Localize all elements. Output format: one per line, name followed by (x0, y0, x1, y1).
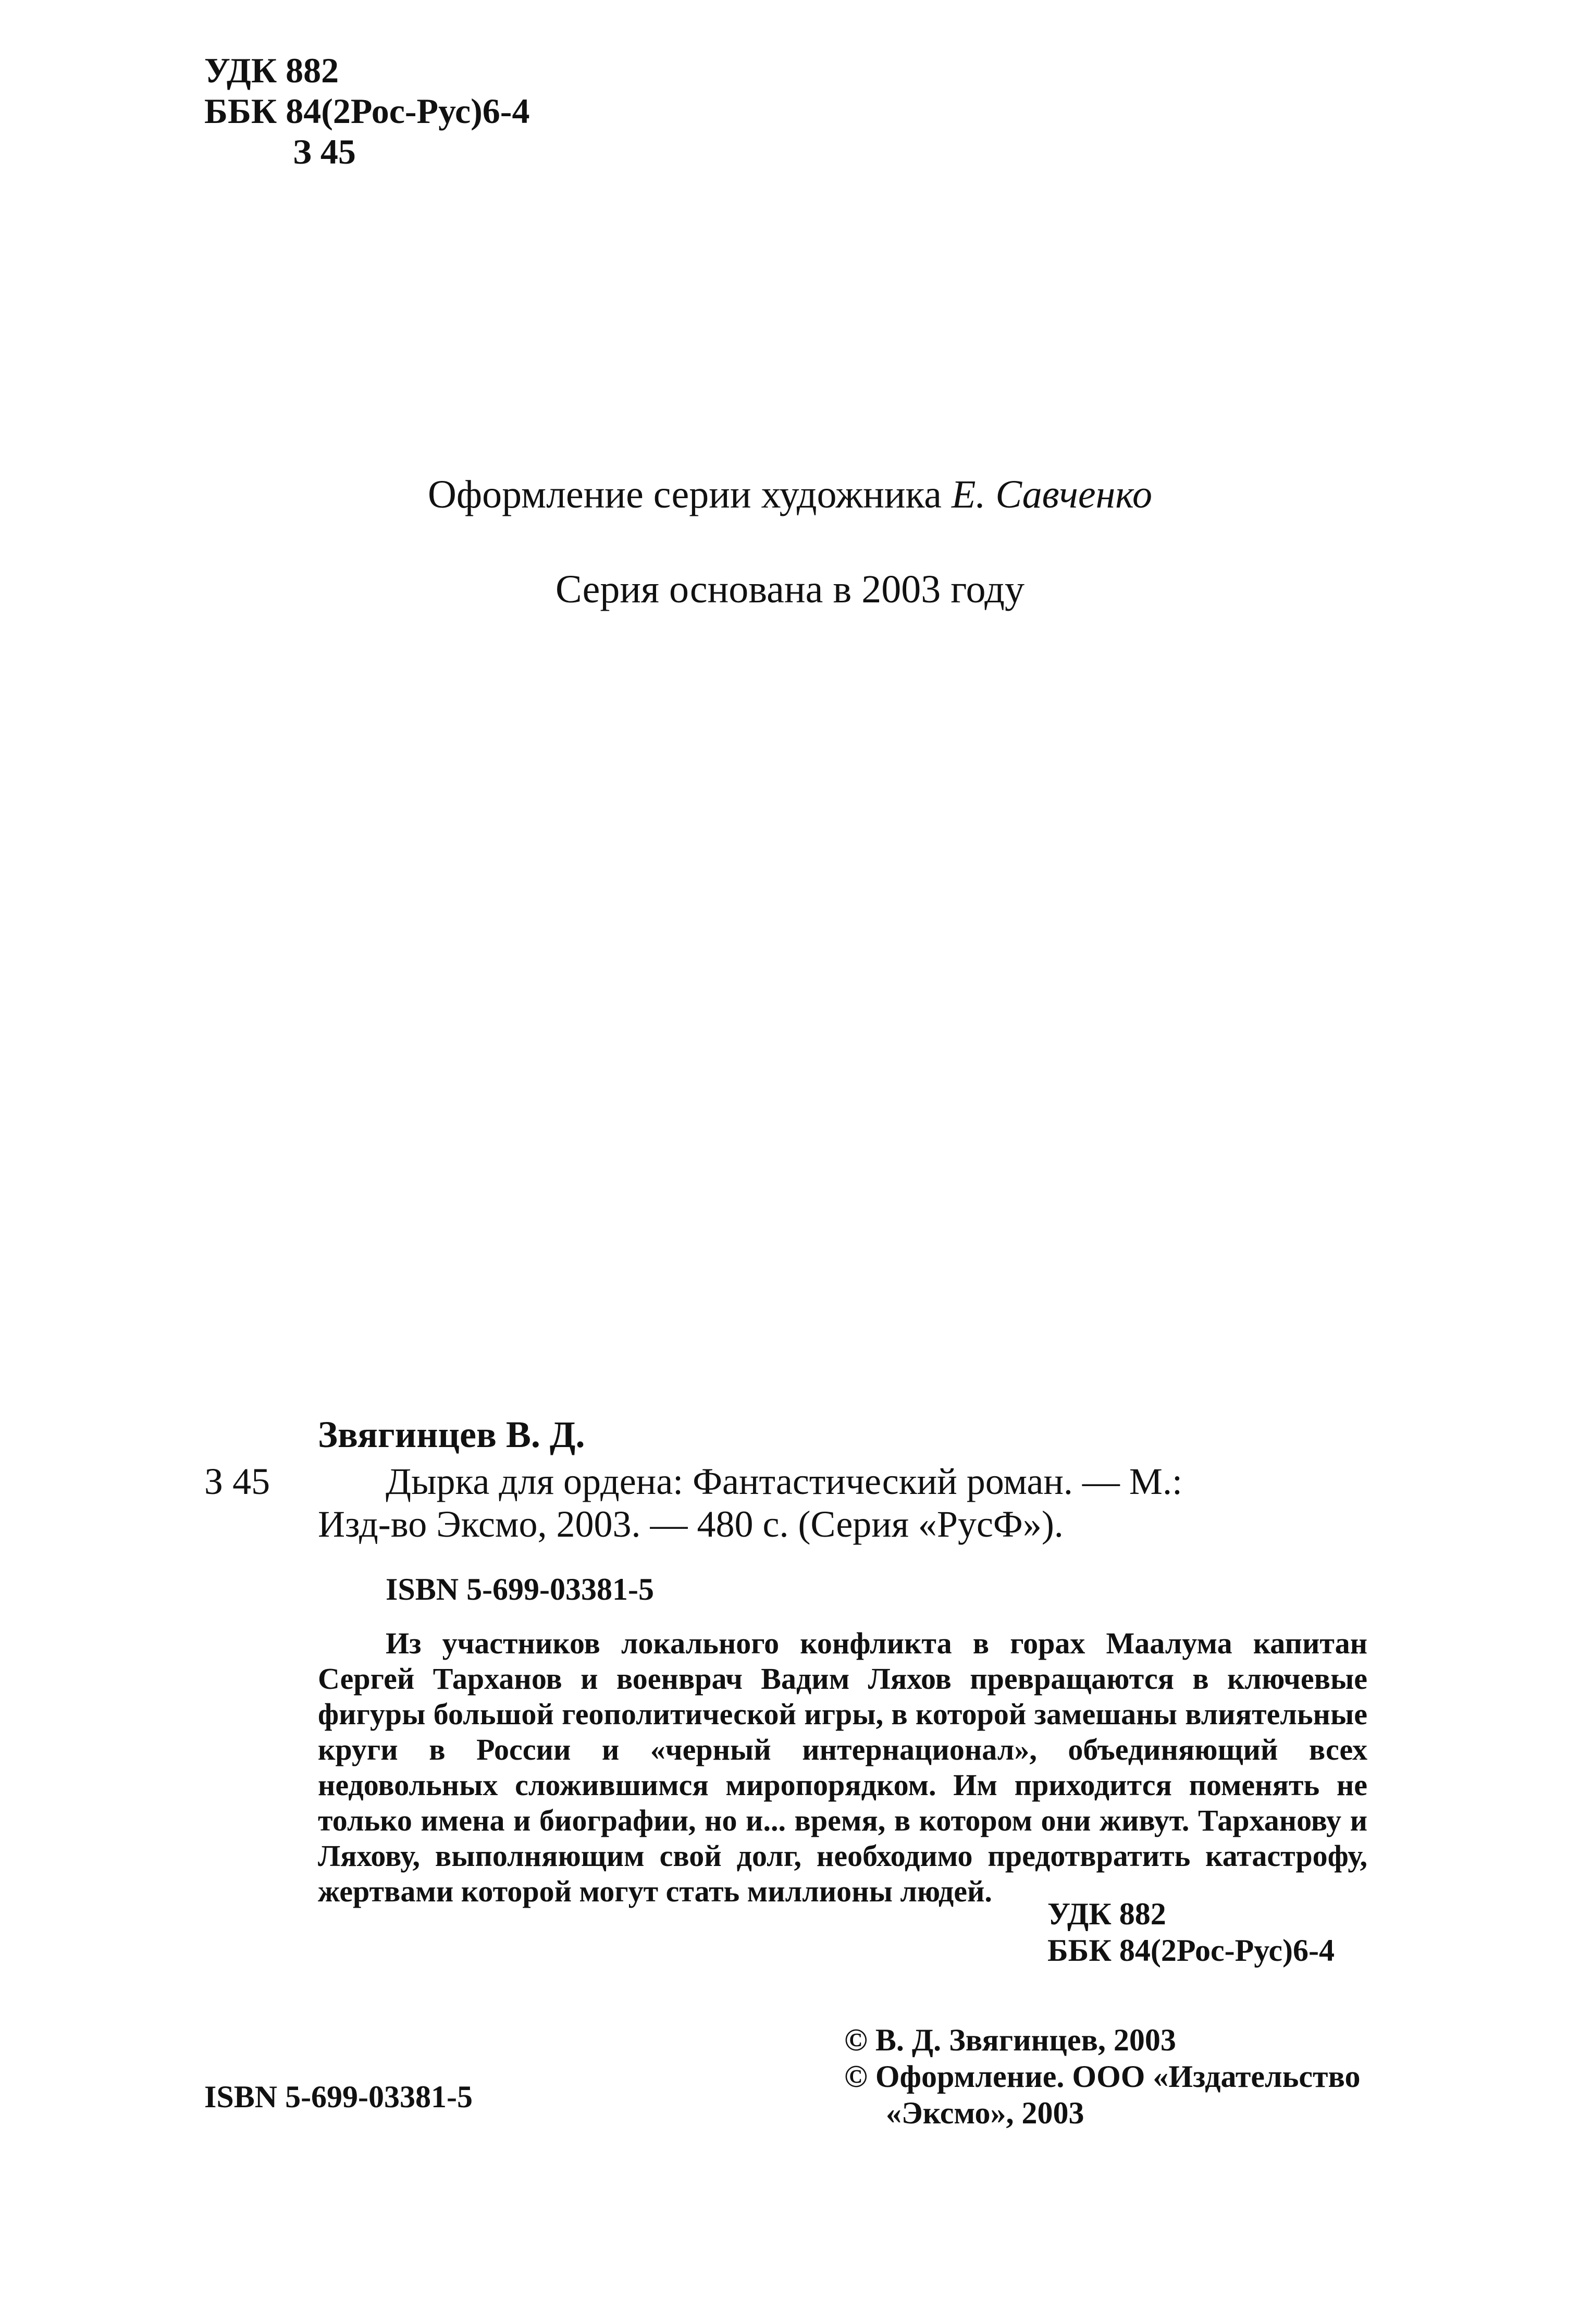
card-classification (1047, 1896, 1335, 1969)
series-design-credit (0, 472, 1580, 517)
copyright-design: © Оформление. ООО «Издательство (844, 2059, 1361, 2094)
card-author-code: З 45 (204, 1461, 270, 1502)
copyright-design-cont: «Эксмо», 2003 (886, 2096, 1084, 2130)
series-founded: Серия основана в 2003 году (556, 567, 1024, 611)
card-title-description (318, 1460, 1367, 1546)
card-isbn: ISBN 5-699-03381-5 (386, 1572, 655, 1606)
card-annotation: Из участников локального конфликта в горах Маалума капитан Сергей Тарханов и военврач Вадим Ляхов превращаются в ключевые фигуры большой геополитической игры, в которой замешаны влиятельные круги в России и «черный интернационал», объединяющий всех недовольных сложившимся миропорядком. Им приходится поменять не только имена и биографии, но и... время, в котором они живут. Тарханову и Ляхову, выполняющим свой долг, необходимо предотвратить катастрофу, жертвами которой могут стать миллионы людей. (318, 1626, 1367, 1908)
copyright-block (844, 2022, 1361, 2131)
card-title-line-1: Дырка для ордена: Фантастический роман. — М.: (386, 1461, 1182, 1502)
bottom-isbn: ISBN 5-699-03381-5 (204, 2080, 473, 2114)
series-design-artist: Е. Савченко (952, 473, 1152, 516)
top-author-code: З 45 (293, 132, 356, 171)
series-design-prefix: Оформление серии художника (428, 473, 952, 516)
card-bbk: ББК 84(2Рос-Рус)6-4 (1047, 1933, 1335, 1968)
copyright-author: © В. Д. Звягинцев, 2003 (844, 2023, 1176, 2057)
card-udk: УДК 882 (1047, 1897, 1166, 1931)
top-udk: УДК 882 (204, 51, 339, 90)
card-author: Звягинцев В. Д. (318, 1414, 585, 1455)
top-bbk: ББК 84(2Рос-Рус)6-4 (204, 91, 530, 131)
top-classification (204, 50, 529, 172)
card-title-line-2: Изд-во Эксмо, 2003. — 480 с. (Серия «РусФ»). (318, 1503, 1064, 1545)
